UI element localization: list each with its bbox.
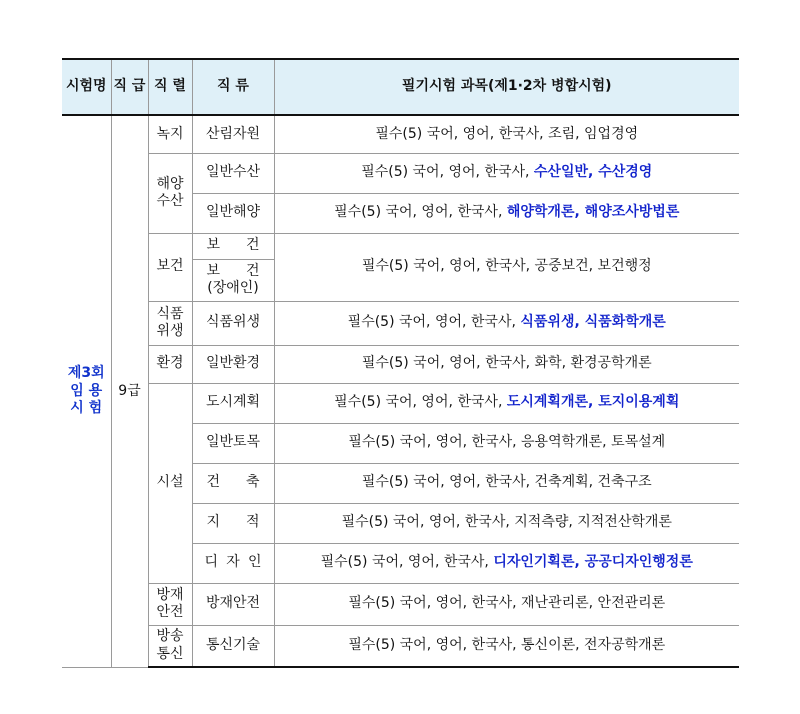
series-forestry: 녹지 bbox=[148, 115, 192, 153]
subjects-cell bbox=[274, 463, 739, 503]
subjects-cell bbox=[274, 345, 739, 383]
category-cell bbox=[192, 259, 274, 301]
subjects-cell bbox=[274, 301, 739, 345]
exam-name-cell bbox=[62, 115, 111, 667]
series-broadcast-line1: 방송 bbox=[156, 628, 184, 645]
subjects-cell bbox=[274, 423, 739, 463]
category-char: 건 bbox=[206, 474, 221, 491]
category-char: 적 bbox=[245, 514, 260, 531]
common-subjects: 필수(5) 국어, 영어, 한국사, bbox=[375, 125, 544, 142]
header-row bbox=[62, 59, 739, 115]
subjects-cell bbox=[274, 193, 739, 233]
elective-subjects: 식품위생, 식품화학개론 bbox=[520, 314, 666, 331]
category-note: (장애인) bbox=[207, 280, 259, 296]
table-row bbox=[62, 233, 739, 259]
category-char: 인 bbox=[247, 554, 262, 571]
category-cell: 일반토목 bbox=[192, 423, 274, 463]
header-grade: 직 급 bbox=[111, 59, 148, 115]
category-cell: 일반수산 bbox=[192, 153, 274, 193]
series-disaster bbox=[148, 583, 192, 625]
common-subjects: 필수(5) 국어, 영어, 한국사, bbox=[320, 554, 489, 571]
grade-cell: 9급 bbox=[111, 115, 148, 667]
series-marine-line1: 해양 bbox=[156, 175, 184, 192]
table-row bbox=[62, 115, 739, 153]
elective-subjects: 수산일반, 수산경영 bbox=[533, 164, 653, 181]
table-row bbox=[62, 345, 739, 383]
series-marine bbox=[148, 153, 192, 233]
category-cell: 식품위생 bbox=[192, 301, 274, 345]
category-char: 보 bbox=[206, 237, 221, 254]
common-subjects: 필수(5) 국어, 영어, 한국사, bbox=[348, 637, 517, 653]
table-row bbox=[62, 383, 739, 423]
exam-subjects-table bbox=[62, 58, 739, 668]
common-subjects: 필수(5) 국어, 영어, 한국사, bbox=[361, 474, 531, 491]
common-subjects: 필수(5) 국어, 영어, 한국사, bbox=[341, 514, 510, 531]
category-char: 지 bbox=[206, 514, 221, 531]
series-health: 보건 bbox=[148, 233, 192, 301]
table-row bbox=[62, 153, 739, 193]
common-subjects: 필수(5) 국어, 영어, 한국사, bbox=[361, 164, 530, 181]
subjects-cell bbox=[274, 115, 739, 153]
header-exam-name: 시험명 bbox=[62, 59, 111, 115]
series-broadcast bbox=[148, 625, 192, 667]
category-cell: 산림자원 bbox=[192, 115, 274, 153]
table-row bbox=[62, 301, 739, 345]
exam-line2: 임 용 bbox=[70, 382, 103, 399]
elective-subjects: 건축계획, 건축구조 bbox=[534, 474, 652, 491]
category-cell bbox=[192, 233, 274, 259]
subjects-cell bbox=[274, 383, 739, 423]
elective-subjects: 도시계획개론, 토지이용계획 bbox=[506, 394, 680, 411]
category-cell: 일반해양 bbox=[192, 193, 274, 233]
series-broadcast-line2: 통신 bbox=[156, 645, 184, 662]
exam-round: 제3회 bbox=[67, 365, 105, 381]
elective-subjects: 통신이론, 전자공학개론 bbox=[521, 637, 666, 653]
elective-subjects: 화학, 환경공학개론 bbox=[534, 355, 652, 372]
category-cell bbox=[192, 463, 274, 503]
elective-subjects: 재난관리론, 안전관리론 bbox=[521, 595, 666, 612]
series-food bbox=[148, 301, 192, 345]
common-subjects: 필수(5) 국어, 영어, 한국사, bbox=[348, 595, 517, 612]
exam-line3: 시 험 bbox=[70, 400, 103, 416]
common-subjects: 필수(5) 국어, 영어, 한국사, bbox=[347, 314, 516, 331]
subjects-cell bbox=[274, 503, 739, 543]
elective-subjects: 지적측량, 지적전산학개론 bbox=[514, 514, 672, 531]
elective-subjects: 조림, 임업경영 bbox=[548, 125, 639, 142]
common-subjects: 필수(5) 국어, 영어, 한국사, bbox=[361, 258, 531, 275]
subjects-cell bbox=[274, 233, 739, 301]
table-row bbox=[62, 583, 739, 625]
series-disaster-line1: 방재 bbox=[156, 586, 184, 603]
header-series: 직 렬 bbox=[148, 59, 192, 115]
series-env: 환경 bbox=[148, 345, 192, 383]
series-disaster-line2: 안전 bbox=[156, 604, 184, 620]
header-category: 직 류 bbox=[192, 59, 274, 115]
category-cell: 일반환경 bbox=[192, 345, 274, 383]
category-char: 축 bbox=[245, 474, 260, 491]
common-subjects: 필수(5) 국어, 영어, 한국사, bbox=[334, 394, 503, 411]
subjects-cell bbox=[274, 543, 739, 583]
common-subjects: 필수(5) 국어, 영어, 한국사, bbox=[334, 204, 503, 221]
common-subjects: 필수(5) 국어, 영어, 한국사, bbox=[348, 434, 517, 451]
subjects-cell bbox=[274, 153, 739, 193]
elective-subjects: 응용역학개론, 토목설계 bbox=[521, 434, 666, 451]
series-facility: 시설 bbox=[148, 383, 192, 583]
subjects-cell bbox=[274, 625, 739, 667]
category-cell: 도시계획 bbox=[192, 383, 274, 423]
common-subjects: 필수(5) 국어, 영어, 한국사, bbox=[361, 355, 531, 372]
table-row bbox=[62, 625, 739, 667]
elective-subjects: 디자인기획론, 공공디자인행정론 bbox=[493, 554, 693, 571]
subjects-cell bbox=[274, 583, 739, 625]
category-char: 보 bbox=[206, 262, 221, 279]
category-char: 건 bbox=[245, 237, 260, 254]
category-cell: 방재안전 bbox=[192, 583, 274, 625]
series-marine-line2: 수산 bbox=[156, 193, 184, 209]
series-food-line1: 식품 bbox=[156, 305, 184, 322]
category-char: 디 bbox=[204, 554, 219, 571]
category-char: 자 bbox=[226, 554, 240, 571]
category-cell bbox=[192, 543, 274, 583]
category-cell: 통신기술 bbox=[192, 625, 274, 667]
category-cell bbox=[192, 503, 274, 543]
elective-subjects: 공중보건, 보건행정 bbox=[534, 258, 652, 275]
header-subjects: 필기시험 과목(제1·2차 병합시험) bbox=[274, 59, 739, 115]
series-food-line2: 위생 bbox=[156, 323, 184, 339]
category-char: 건 bbox=[245, 262, 260, 279]
elective-subjects: 해양학개론, 해양조사방법론 bbox=[506, 204, 680, 221]
